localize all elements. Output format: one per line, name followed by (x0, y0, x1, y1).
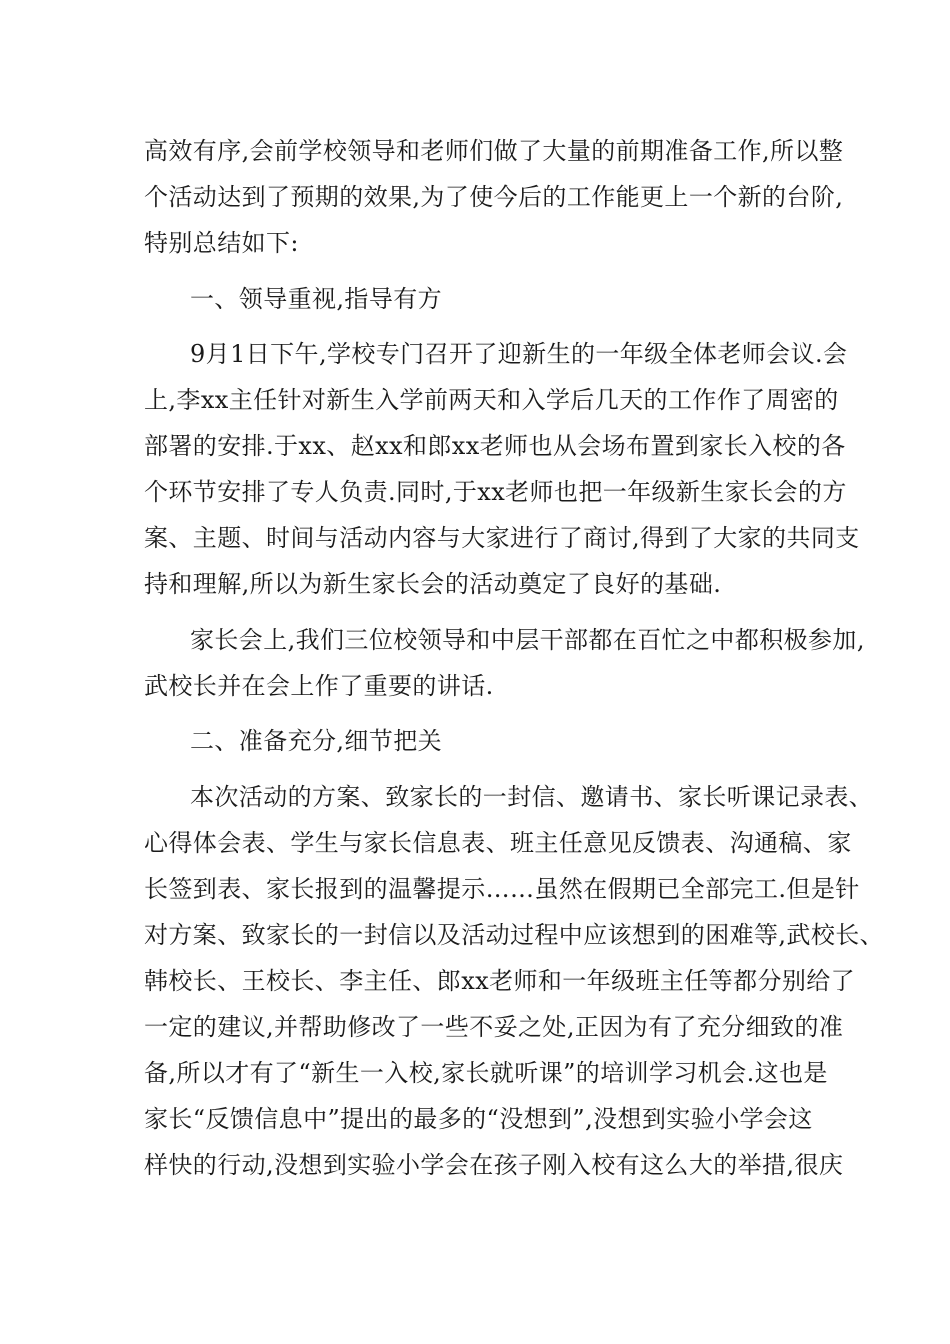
text-line: 一定的建议,并帮助修改了一些不妥之处,正因为有了充分细致的准 (144, 1013, 844, 1041)
paragraph-first-line: 家长会上,我们三位校领导和中层干部都在百忙之中都积极参加, (190, 626, 865, 654)
text-line: 持和理解,所以为新生家长会的活动奠定了良好的基础. (144, 570, 722, 598)
text-line: 对方案、致家长的一封信以及活动过程中应该想到的困难等,武校长、 (144, 921, 885, 949)
text-line: 个活动达到了预期的效果,为了使今后的工作能更上一个新的台阶, (144, 183, 844, 211)
text-line: 备,所以才有了“新生一入校,家长就听课”的培训学习机会.这也是 (144, 1059, 828, 1087)
text-line: 心得体会表、学生与家长信息表、班主任意见反馈表、沟通稿、家 (144, 829, 852, 857)
text-line: 武校长并在会上作了重要的讲话. (144, 672, 494, 700)
text-line: 个环节安排了专人负责.同时,于xx老师也把一年级新生家长会的方 (144, 478, 847, 506)
section-heading: 一、领导重视,指导有方 (190, 285, 443, 313)
text-line: 长签到表、家长报到的温馨提示……虽然在假期已全部完工.但是针 (144, 875, 860, 903)
text-line: 特别总结如下: (144, 229, 299, 257)
text-line: 家长“反馈信息中”提出的最多的“没想到”,没想到实验小学会这 (144, 1105, 813, 1133)
text-line: 样快的行动,没想到实验小学会在孩子刚入校有这么大的举措,很庆 (144, 1151, 844, 1179)
text-line: 案、主题、时间与活动内容与大家进行了商讨,得到了大家的共同支 (144, 524, 860, 552)
text-line: 韩校长、王校长、李主任、郎xx老师和一年级班主任等都分别给了 (144, 967, 856, 995)
text-line: 高效有序,会前学校领导和老师们做了大量的前期准备工作,所以整 (144, 137, 844, 165)
paragraph-first-line: 本次活动的方案、致家长的一封信、邀请书、家长听课记录表、 (190, 783, 874, 811)
paragraph-first-line: 9月1日下午,学校专门召开了迎新生的一年级全体老师会议.会 (190, 340, 848, 368)
text-line: 部署的安排.于xx、赵xx和郎xx老师也从会场布置到家长入校的各 (144, 432, 846, 460)
section-heading: 二、准备充分,细节把关 (190, 727, 443, 755)
text-line: 上,李xx主任针对新生入学前两天和入学后几天的工作作了周密的 (144, 386, 839, 414)
